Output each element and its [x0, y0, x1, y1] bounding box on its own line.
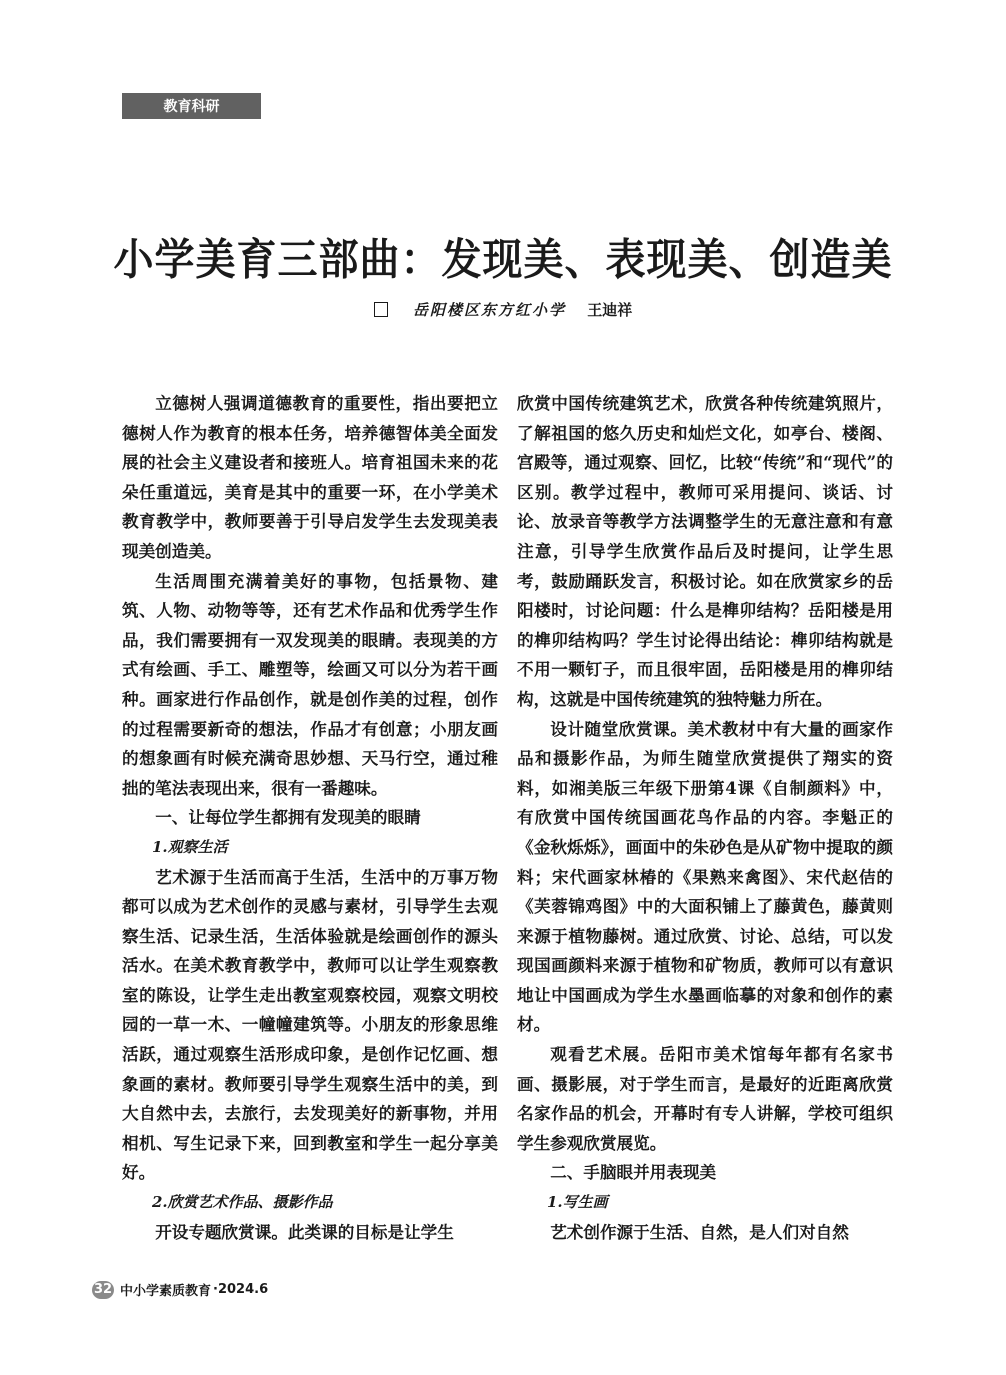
subsection-heading: 2.欣赏艺术作品、摄影作品 [152, 1193, 333, 1212]
subsection-heading: 1.观察生活 [152, 837, 228, 856]
page-footer [92, 1280, 268, 1299]
paragraph: 设计随堂欣赏课。美术教材中有大量的画家作品和摄影作品，为师生随堂欣赏提供了翔实的资料，如湘美版三年级下册第4课《自制颜料》中，有欣赏中国传统国画花鸟作品的内容。李魁正的《金秋烁烁》，画面中的朱砂色是从矿物中提取的颜料；宋代画家林椿的《果熟来禽图》、宋代赵佶的《芙蓉锦鸡图》中的大面积铺上了藤黄色，藤黄则来源于植物藤树。通过欣赏、讨论、总结，可以发现国画颜料来源于植物和矿物质，教师可以有意识地让中国画成为学生水墨画临摹的对象和创作的素材。 [517, 718, 893, 1035]
section-tag: 教育科研 [122, 93, 261, 119]
footer-separator: · [213, 1282, 218, 1297]
issue-number: 2024.6 [217, 1282, 269, 1297]
subsection-heading: 1.写生画 [547, 1193, 608, 1212]
section-heading: 一、让每位学生都拥有发现美的眼睛 [155, 808, 421, 828]
paragraph: 欣赏中国传统建筑艺术，欣赏各种传统建筑照片，了解祖国的悠久历史和灿烂文化，如亭台、楼阁、宫殿等，通过观察、回忆，比较“传统”和“现代”的区别。教学过程中，教师可采用提问、谈话、讨论、放录音等教学方法调整学生的无意注意和有意注意，引导学生欣赏作品后及时提问，让学生思考，鼓励踊跃发言，积极讨论。如在欣赏家乡的岳阳楼时，讨论问题：什么是榫卯结构？岳阳楼是用的榫卯结构吗？学生讨论得出结论：榫卯结构就是不用一颗钉子，而且很牢固，岳阳楼是用的榫卯结构，这就是中国传统建筑的独特魅力所在。 [517, 393, 893, 709]
author-school: 岳阳楼区东方红小学 [412, 301, 566, 319]
paragraph: 观看艺术展。岳阳市美术馆每年都有名家书画、摄影展，对于学生而言，是最好的近距离欣赏名家作品的机会，开幕时有专人讲解，学校可组织学生参观欣赏展览。 [517, 1044, 893, 1153]
paragraph: 艺术创作源于生活、自然，是人们对自然 [550, 1221, 849, 1242]
left-column [122, 389, 498, 1247]
paragraph: 艺术源于生活而高于生活，生活中的万事万物都可以成为艺术创作的灵感与素材，引导学生去观察生活、记录生活，生活体验就是绘画创作的源头活水。在美术教育教学中，教师可以让学生观察教室的陈设，让学生走出教室观察校园，观察文明校园的一草一木、一幢幢建筑等。小朋友的形象思维活跃，通过观察生活形成印象，是创作记忆画、想象画的素材。教师要引导学生观察生活中的美，到大自然中去，去旅行，去发现美好的新事物，并用相机、写生记录下来，回到教室和学生一起分享美好。 [122, 866, 498, 1183]
article-title: 小学美育三部曲：发现美、表现美、创造美 [113, 235, 893, 286]
square-bullet-icon [374, 302, 388, 317]
author-name: 王迪祥 [587, 301, 633, 319]
right-column [517, 389, 893, 1247]
byline [0, 299, 1006, 320]
paragraph: 生活周围充满着美好的事物，包括景物、建筑、人物、动物等等，还有艺术作品和优秀学生作品，我们需要拥有一双发现美的眼睛。表现美的方式有绘画、手工、雕塑等，绘画又可以分为若干画种。画家进行作品创作，就是创作美的过程，创作的过程需要新奇的想法，作品才有创意；小朋友画的想象画有时候充满奇思妙想、天马行空，通过稚拙的笔法表现出来，很有一番趣味。 [122, 570, 498, 798]
paragraph: 立德树人强调道德教育的重要性，指出要把立德树人作为教育的根本任务，培养德智体美全面发展的社会主义建设者和接班人。培育祖国未来的花朵任重道远，美育是其中的重要一环，在小学美术教育教学中，教师要善于引导启发学生去发现美表现美创造美。 [122, 393, 498, 561]
section-heading: 二、手脑眼并用表现美 [550, 1163, 717, 1183]
page-number-badge: 32 [93, 1282, 113, 1297]
paragraph: 开设专题欣赏课。此类课的目标是让学生 [155, 1221, 454, 1242]
journal-name: 中小学素质教育 [120, 1284, 212, 1299]
